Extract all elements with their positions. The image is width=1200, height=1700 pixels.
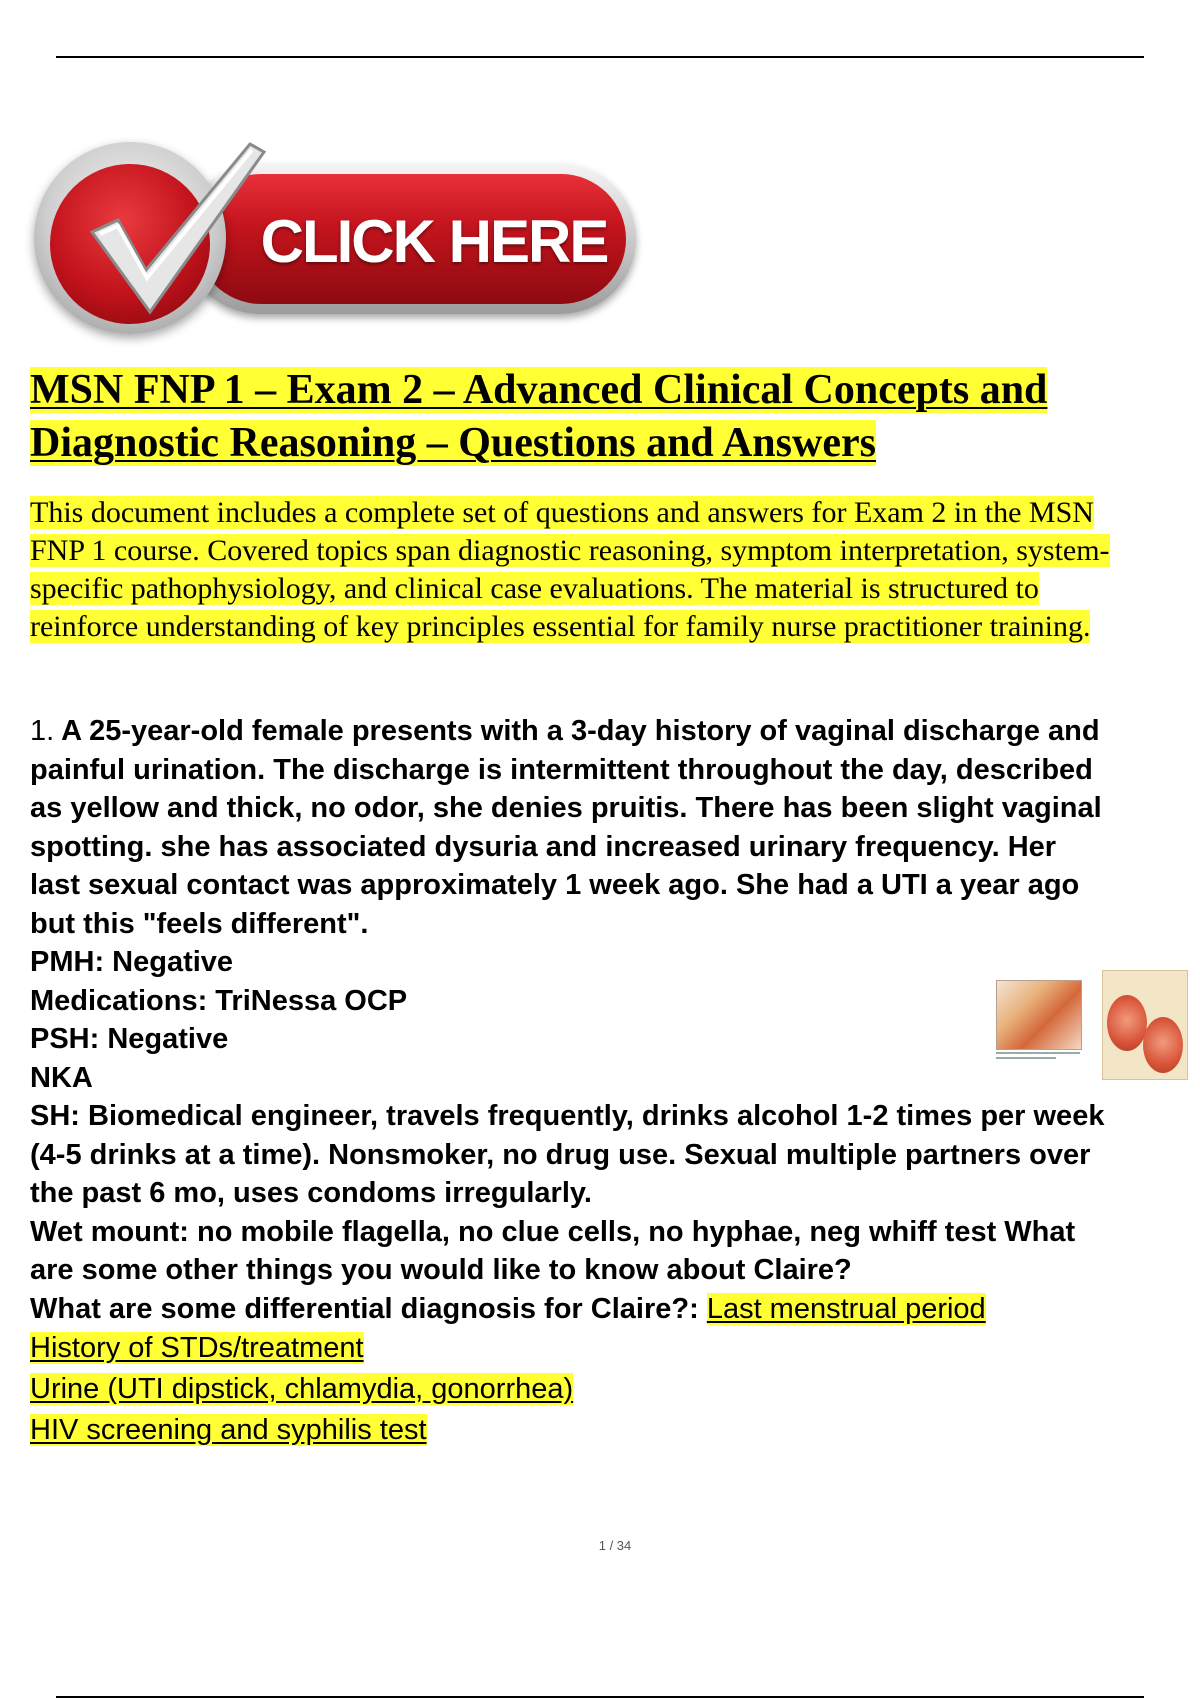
banner-label[interactable]: CLICK HERE [260, 208, 608, 275]
page-number: 1 / 34 [598, 1538, 632, 1553]
title-line-1: MSN FNP 1 – Exam 2 – Advanced Clinical Concepts and [30, 367, 1048, 413]
checkmark-icon [74, 136, 274, 326]
psh-line: PSH: Negative [30, 1023, 229, 1055]
intro-line: specific pathophysiology, and clinical case evaluations. The material is structured to [30, 572, 1039, 605]
click-here-banner[interactable] [34, 136, 640, 340]
question-line: 1. A 25-year-old female presents with a 3-day history of vaginal discharge and [30, 715, 1100, 747]
prompt-line [30, 1290, 1200, 1329]
intro-line: FNP 1 course. Covered topics span diagnostic reasoning, symptom interpretation, system- [30, 534, 1110, 567]
question-block [30, 712, 1200, 1451]
answer-item: Last menstrual period [706, 1292, 986, 1325]
question-line: as yellow and thick, no odor, she denies pruitis. There has been slight vaginal [30, 792, 1102, 824]
question-line: are some other things you would like to know about Claire? [30, 1254, 852, 1286]
wet-mount-line: Wet mount: no mobile flagella, no clue cells, no hyphae, neg whiff test What [30, 1215, 1076, 1248]
question-line: last sexual contact was approximately 1 week ago. She had a UTI a year ago [30, 869, 1080, 901]
intro-paragraph [30, 494, 1190, 646]
question-prompt: What are some differential diagnosis for Claire?: [30, 1292, 699, 1325]
social-history-line: (4-5 drinks at a time). Nonsmoker, no drug use. Sexual multiple partners over [30, 1138, 1091, 1171]
nka-line: NKA [30, 1061, 93, 1094]
answer-item: Urine (UTI dipstick, chlamydia, gonorrhea) [30, 1373, 574, 1405]
intro-line: This document includes a complete set of questions and answers for Exam 2 in the MSN [30, 496, 1094, 529]
question-line: painful urination. The discharge is intermittent throughout the day, described [30, 753, 1093, 786]
answer-item: History of STDs/treatment [30, 1332, 364, 1364]
clinical-image-thumbnail [996, 980, 1082, 1050]
social-history-line: the past 6 mo, uses condoms irregularly. [30, 1177, 592, 1209]
bottom-rule [56, 1696, 1144, 1698]
question-number: 1. [30, 715, 55, 747]
social-history-line: SH: Biomedical engineer, travels frequently, drinks alcohol 1-2 times per week [30, 1100, 1105, 1132]
medications-line: Medications: TriNessa OCP [30, 984, 408, 1017]
intro-line: reinforce understanding of key principles essential for family nurse practitioner training. [30, 610, 1091, 643]
anatomy-diagram-thumbnail [1102, 970, 1188, 1080]
document-title [30, 364, 1160, 470]
thumbnail-caption [996, 1052, 1080, 1062]
question-line: spotting. she has associated dysuria and increased urinary frequency. Her [30, 830, 1057, 863]
title-line-2: Diagnostic Reasoning – Questions and Answers [30, 420, 876, 466]
question-line: but this "feels different". [30, 907, 369, 940]
answer-item: HIV screening and syphilis test [30, 1414, 427, 1446]
pmh-line: PMH: Negative [30, 946, 234, 978]
top-rule [56, 56, 1144, 58]
